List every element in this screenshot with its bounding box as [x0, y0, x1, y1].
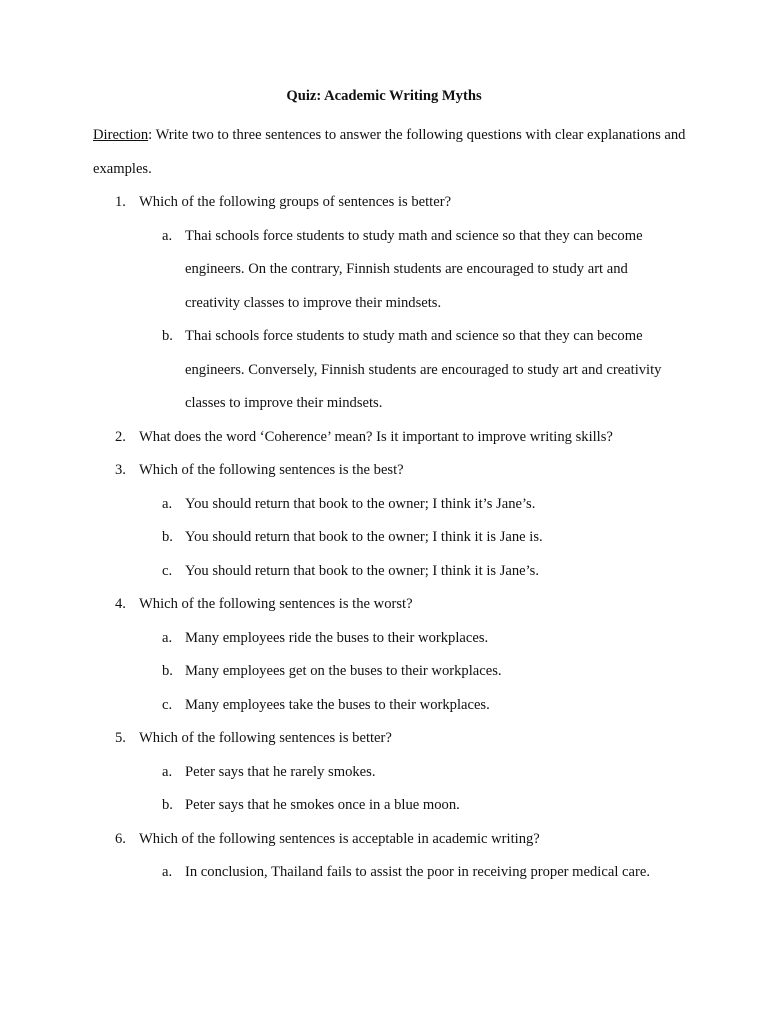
option-letter: c.	[162, 562, 173, 579]
option-item	[0, 488, 768, 522]
option-text: Thai schools force students to study math and science so that they can become engineers. Conversely, Finnish students are encouraged to study art and creativity classes to improve their mindsets.	[185, 328, 662, 411]
question-line	[0, 588, 768, 622]
option-text: You should return that book to the owner; I think it is Jane’s.	[185, 562, 540, 579]
question-item	[0, 823, 768, 890]
question-line	[0, 823, 768, 857]
question-item	[0, 722, 768, 823]
question-number: 2.	[115, 428, 126, 445]
option-text: Peter says that he smokes once in a blue moon.	[185, 797, 460, 813]
option-item	[0, 655, 768, 689]
option-item	[0, 220, 768, 321]
direction-label: Direction	[93, 127, 149, 143]
option-list	[0, 622, 768, 723]
option-text: You should return that book to the owner; I think it’s Jane’s.	[185, 495, 536, 512]
direction-text: : Write two to three sentences to answer the following questions with clear explanations and examples.	[93, 127, 686, 177]
page-title: Quiz: Academic Writing Myths	[286, 88, 482, 104]
question-item	[0, 454, 768, 588]
question-number: 3.	[115, 462, 126, 478]
option-letter: a.	[162, 864, 173, 880]
question-item	[0, 421, 768, 455]
option-list	[0, 220, 768, 421]
option-text: Many employees take the buses to their workplaces.	[185, 696, 490, 713]
option-item	[0, 689, 768, 723]
question-number: 1.	[115, 194, 126, 210]
question-text: Which of the following sentences is the worst?	[139, 596, 413, 612]
option-text: In conclusion, Thailand fails to assist the poor in receiving proper medical care.	[185, 864, 650, 880]
option-item	[0, 789, 768, 823]
option-item	[0, 555, 768, 589]
option-letter: b.	[162, 797, 173, 813]
option-text: Thai schools force students to study math and science so that they can become engineers. On the contrary, Finnish students are encouraged to study art and creativity classes to improve their mindsets.	[185, 227, 643, 311]
option-text: Many employees ride the buses to their workplaces.	[185, 629, 489, 646]
option-text: Peter says that he rarely smokes.	[185, 763, 376, 780]
option-list	[0, 756, 768, 823]
option-list	[0, 856, 768, 890]
option-letter: b.	[162, 328, 173, 344]
option-item	[0, 756, 768, 790]
question-text: Which of the following sentences is better?	[139, 730, 392, 746]
question-text: Which of the following sentences is the best?	[139, 462, 404, 478]
option-letter: a.	[162, 629, 173, 646]
option-item	[0, 622, 768, 656]
question-item	[0, 186, 768, 421]
option-letter: a.	[162, 495, 173, 512]
option-letter: a.	[162, 227, 173, 244]
question-line	[0, 454, 768, 488]
question-line	[0, 186, 768, 220]
question-number: 5.	[115, 730, 126, 746]
option-item	[0, 320, 768, 421]
question-text: Which of the following groups of sentences is better?	[139, 194, 452, 210]
option-item	[0, 521, 768, 555]
question-line	[0, 722, 768, 756]
question-number: 6.	[115, 830, 126, 847]
question-text: Which of the following sentences is acceptable in academic writing?	[139, 830, 540, 847]
option-list	[0, 488, 768, 589]
option-text: Many employees get on the buses to their workplaces.	[185, 663, 502, 679]
option-item	[0, 856, 768, 890]
option-letter: b.	[162, 663, 173, 679]
question-text: What does the word ‘Coherence’ mean? Is it important to improve writing skills?	[139, 428, 613, 445]
option-text: You should return that book to the owner; I think it is Jane is.	[185, 529, 543, 545]
question-list	[0, 186, 768, 890]
question-line	[0, 421, 768, 455]
option-letter: b.	[162, 529, 173, 545]
question-number: 4.	[115, 596, 126, 612]
option-letter: c.	[162, 696, 173, 713]
question-item	[0, 588, 768, 722]
option-letter: a.	[162, 763, 173, 780]
direction-paragraph	[93, 119, 693, 186]
